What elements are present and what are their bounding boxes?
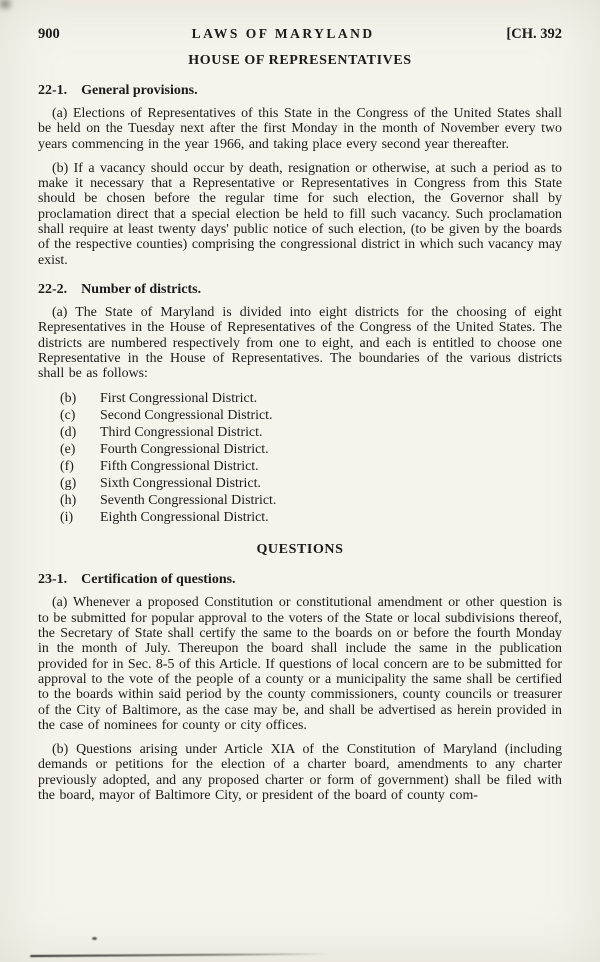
- list-item-text: First Congressional District.: [100, 391, 258, 407]
- list-item-label: (f): [60, 459, 74, 475]
- section-heading-23-1: [38, 572, 562, 588]
- paragraph-22-1-b: (b) If a vacancy should occur by death, resignation or otherwise, at such a period as to make it necessary that a Representative or Representatives in Congress from this State should be chosen before the regular time for such election, the Governor shall by proclamation direct that a special election be held to fill such vacancy. Such proclamation shall require at least twenty days' public notice of such election, (to be given by the boards of the respective counties) comprising the congressional district in which such vacancy may exist.: [38, 160, 562, 268]
- scan-artifact-corner: [0, 0, 10, 8]
- section-title: Number of districts.: [81, 281, 202, 297]
- list-item: [60, 441, 562, 458]
- list-item-label: (c): [60, 408, 76, 424]
- list-item-label: (h): [60, 493, 77, 509]
- running-header: [38, 26, 562, 43]
- list-item-label: (g): [60, 476, 77, 492]
- district-list: [38, 390, 562, 526]
- list-item-text: Seventh Congressional District.: [100, 493, 277, 509]
- list-item: [60, 509, 562, 526]
- section-number: 22-2.: [38, 281, 68, 297]
- list-item-label: (e): [60, 442, 76, 458]
- paragraph-23-1-a: (a) Whenever a proposed Constitution or constitutional amendment or other question is to be submitted for popular approval to the voters of the State or local subdivisions thereof, the Secretary of State shall certify the same to the boards on or before the fourth Monday in the month of July. Thereupon the board shall include the same in the publication provided for in Sec. 8-5 of this Article. If questions of local concern are to be submitted for approval to the vote of the people of a county or a municipality the same shall be certified to the boards within said period by the county commissioners, county councils or treasurer of the City of Baltimore, as the case may be, and shall be advertised as herein provided in the case of nominees for county or city offices.: [38, 595, 562, 733]
- list-item: [60, 492, 562, 509]
- list-item-text: Third Congressional District.: [100, 425, 263, 441]
- heading-house-of-representatives: HOUSE OF REPRESENTATIVES: [188, 53, 412, 68]
- list-item: [60, 407, 562, 424]
- list-item: [60, 475, 562, 492]
- paragraph-22-1-a: (a) Elections of Representatives of this State in the Congress of the United States shall be held on the Tuesday next after the first Monday in the month of November every two years commencing in the year 1966, and taking place every second year thereafter.: [38, 106, 562, 152]
- paragraph-22-2-a: (a) The State of Maryland is divided into eight districts for the choosing of eight Representatives in the House of Representatives of the Congress of the United States. The districts are numbered respectively from one to eight, and each is entitled to choose one Representative in the House of Representatives. The boundaries of the various districts shall be as follows:: [38, 304, 562, 382]
- section-title: General provisions.: [81, 83, 198, 98]
- list-item-label: (i): [60, 510, 74, 526]
- list-item: [60, 424, 562, 441]
- scan-artifact-dot: [92, 937, 97, 940]
- section-heading-22-1: [38, 83, 562, 99]
- section-title: Certification of questions.: [81, 572, 236, 588]
- section-heading-22-2: [38, 282, 562, 298]
- list-item-text: Sixth Congressional District.: [100, 476, 261, 492]
- list-item-text: Fourth Congressional District.: [100, 442, 269, 458]
- list-item-text: Eighth Congressional District.: [100, 510, 269, 526]
- page-number: 900: [38, 26, 60, 42]
- scan-artifact-line: [30, 953, 330, 957]
- list-item-label: (b): [60, 391, 77, 407]
- chapter-reference: [CH. 392: [506, 26, 562, 42]
- list-item-text: Fifth Congressional District.: [100, 459, 259, 475]
- list-item: [60, 458, 562, 475]
- list-item: [60, 390, 562, 407]
- section-number: 23-1.: [38, 572, 68, 588]
- heading-questions: QUESTIONS: [256, 542, 344, 558]
- list-item-label: (d): [60, 425, 77, 441]
- paragraph-23-1-b: (b) Questions arising under Article XIA of the Constitution of Maryland (including demands or petitions for the election of a charter board, amendments to any charter previously adopted, and any proposed charter or form of government) shall be filed with the board, mayor of Baltimore City, or president of the board of county com-: [38, 742, 562, 804]
- running-title: LAWS OF MARYLAND: [191, 26, 375, 41]
- list-item-text: Second Congressional District.: [100, 408, 273, 424]
- section-number: 22-1.: [38, 83, 68, 98]
